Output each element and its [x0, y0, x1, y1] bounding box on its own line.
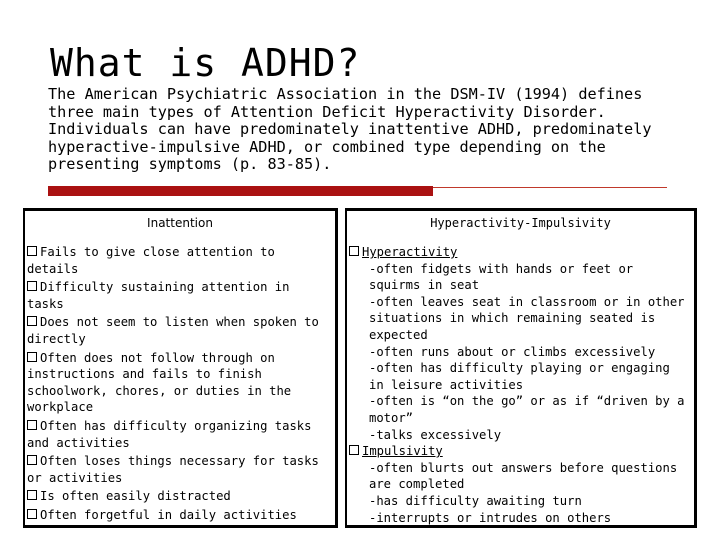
checkbox-icon: [27, 420, 37, 430]
checkbox-icon: [349, 445, 359, 455]
list-item: -often has difficulty playing or engaging in leisure activities: [369, 361, 670, 392]
intro-paragraph: The American Psychiatric Association in the DSM-IV (1994) defines three main types of Attention Deficit Hyperactivity Disorder. Individuals can have predominately inattentive ADHD, predominately hyperactive-impulsive ADHD, or combined type depending on the presenting symptoms (p. 83-85).: [48, 85, 652, 173]
list-item: Often loses things necessary for tasks or activities: [27, 454, 319, 485]
subsection-heading: Impulsivity: [349, 443, 690, 460]
slide-title: What is ADHD?: [50, 41, 361, 85]
checkbox-icon: [27, 316, 37, 326]
list-item: Fails to give close attention to details: [27, 245, 275, 276]
checkbox-icon: [27, 455, 37, 465]
inattention-column: [23, 208, 338, 528]
checkbox-icon: [27, 490, 37, 500]
checkbox-icon: [27, 352, 37, 362]
inattention-header: Inattention: [147, 216, 213, 230]
hyperactivity-list: [347, 244, 690, 526]
list-item: Often does not follow through on instructions and fails to finish schoolwork, chores, or duties in the workplace: [27, 350, 292, 415]
hyperactivity-header: Hyperactivity-Impulsivity: [430, 216, 611, 230]
list-item: -interrupts or intrudes on others: [369, 510, 612, 525]
list-item: -often fidgets with hands or feet or squirms in seat: [369, 261, 634, 293]
list-item: Is often easily distracted: [27, 488, 331, 505]
list-item: -talks excessively: [369, 427, 502, 442]
list-item: -has difficulty awaiting turn: [369, 493, 582, 508]
checkbox-icon: [27, 246, 37, 256]
list-item: -often leaves seat in classroom or in other situations in which remaining seated is expected: [369, 294, 685, 342]
list-item: -often is “on the go” or as if “driven by a motor”: [369, 394, 685, 425]
list-item: Does not seem to listen when spoken to directly: [27, 315, 319, 346]
list-item: -often runs about or climbs excessively: [369, 344, 656, 359]
list-item: Difficulty sustaining attention in tasks: [27, 280, 290, 311]
checkbox-icon: [27, 509, 37, 519]
checkbox-icon: [27, 281, 37, 291]
list-item: Often forgetful in daily activities: [27, 507, 331, 524]
inattention-list: [25, 244, 331, 526]
list-item: Often has difficulty organizing tasks and activities: [27, 418, 312, 450]
accent-bar: [48, 186, 433, 196]
checkbox-icon: [349, 246, 359, 256]
accent-line: [433, 187, 667, 188]
subsection-heading: Hyperactivity: [349, 244, 690, 261]
hyperactivity-column: [345, 208, 697, 528]
list-item: -often blurts out answers before questions are completed: [369, 460, 678, 492]
